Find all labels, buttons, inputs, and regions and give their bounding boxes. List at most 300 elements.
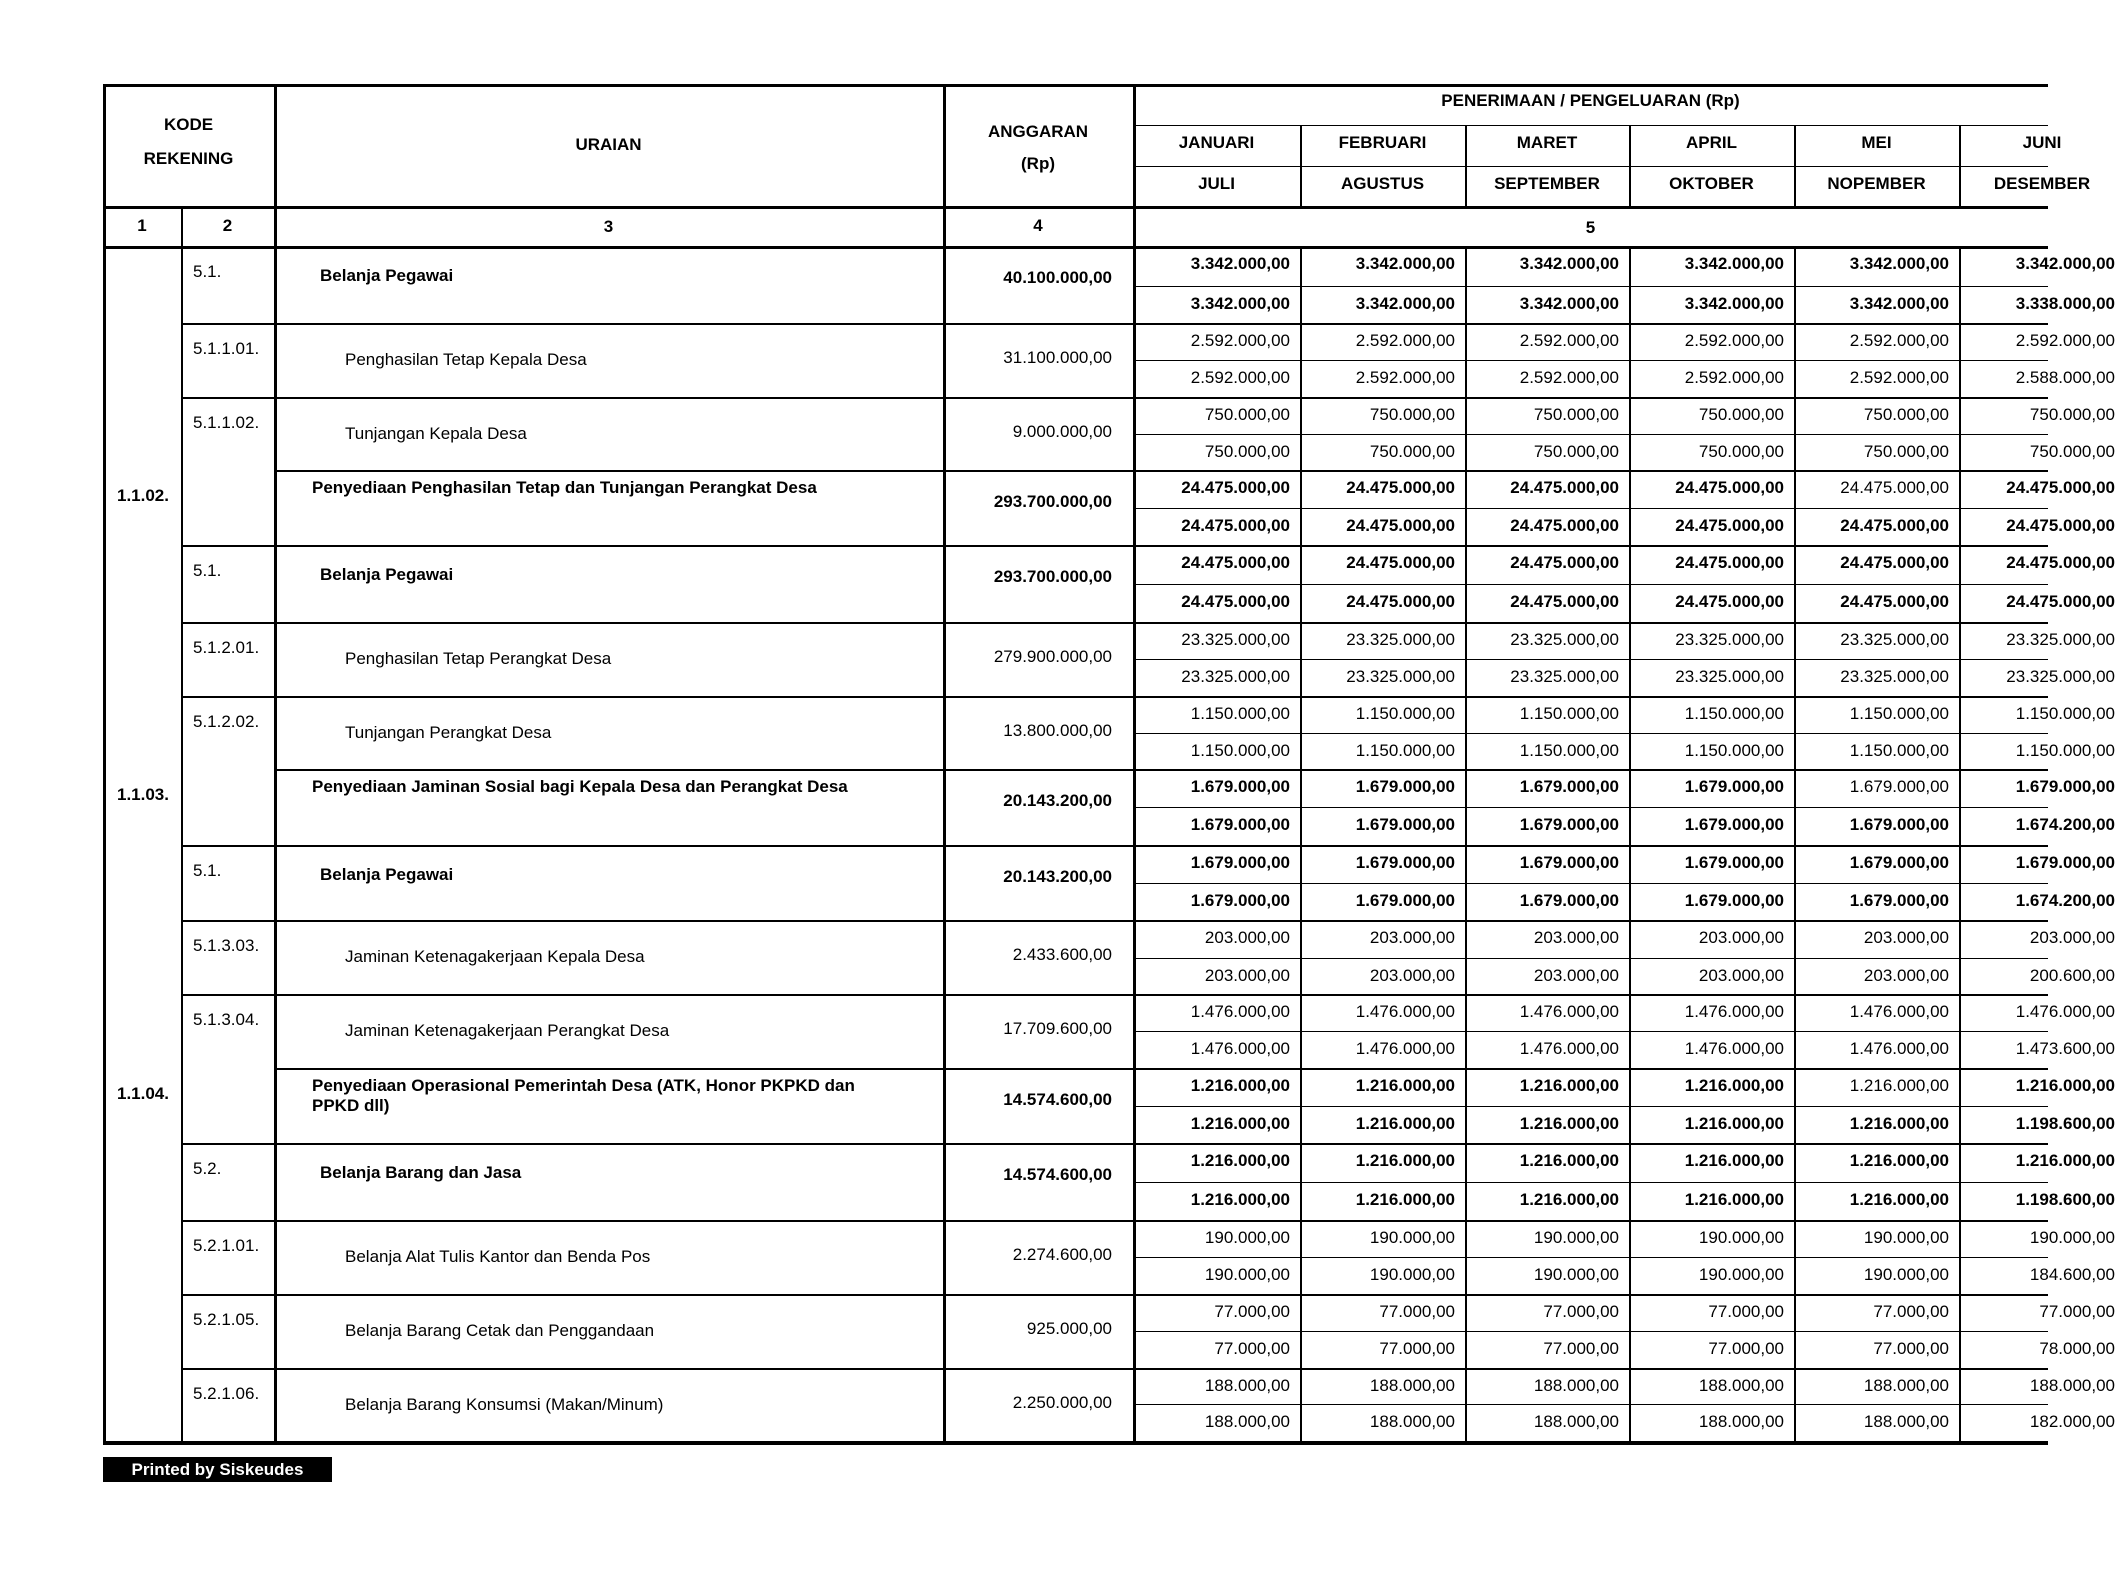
- month-value-row1: 23.325.000,00: [2006, 630, 2115, 649]
- month-value-row2: 1.674.200,00: [2015, 815, 2115, 834]
- month-col-divider-body: [1300, 246, 1302, 1441]
- row-separator: [181, 696, 2048, 698]
- month-label-juli: JULI: [1198, 174, 1235, 193]
- anggaran-value: 2.274.600,00: [1012, 1245, 1112, 1264]
- uraian-text: Penyediaan Operasional Pemerintah Desa (ATK, Honor PKPKD dan: [312, 1076, 855, 1095]
- kode-rekening: 5.1.: [193, 861, 222, 880]
- month-value-row1: 24.475.000,00: [1510, 553, 1619, 572]
- anggaran-value: 14.574.600,00: [1003, 1165, 1112, 1184]
- month-value-row2: 1.198.600,00: [2015, 1114, 2115, 1133]
- row-separator: [274, 470, 2048, 472]
- month-value-row2: 203.000,00: [1369, 966, 1455, 985]
- anggaran-value: 40.100.000,00: [1003, 268, 1112, 287]
- month-value-row1: 188.000,00: [1369, 1376, 1455, 1395]
- month-label-juni: JUNI: [2022, 133, 2062, 152]
- month-value-row2: 750.000,00: [1698, 442, 1784, 461]
- anggaran-value: 2.433.600,00: [1012, 945, 1112, 964]
- month-value-row1: 3.342.000,00: [2015, 254, 2115, 273]
- month-value-row2: 190.000,00: [1533, 1265, 1619, 1284]
- uraian-text: Penghasilan Tetap Perangkat Desa: [345, 649, 612, 668]
- month-value-row2: 190.000,00: [1369, 1265, 1455, 1284]
- anggaran-value: 293.700.000,00: [993, 567, 1112, 586]
- month-value-row2: 188.000,00: [1863, 1412, 1949, 1431]
- month-value-row1: 2.592.000,00: [2015, 331, 2115, 350]
- month-value-row2: 3.342.000,00: [1849, 294, 1949, 313]
- month-value-row1: 750.000,00: [1533, 405, 1619, 424]
- month-value-row1: 77.000,00: [1543, 1302, 1619, 1321]
- colnum-4: 4: [1033, 216, 1043, 235]
- month-value-row2: 3.342.000,00: [1190, 294, 1290, 313]
- uraian-text: Tunjangan Perangkat Desa: [345, 723, 552, 742]
- uraian-text: Belanja Pegawai: [320, 865, 454, 884]
- month-col-divider-body: [1465, 246, 1467, 1441]
- row-separator: [181, 1368, 2048, 1370]
- month-value-row2: 188.000,00: [1204, 1412, 1290, 1431]
- row-separator: [181, 397, 2048, 399]
- month-value-row2: 1.679.000,00: [1355, 891, 1455, 910]
- month-value-row1: 188.000,00: [1533, 1376, 1619, 1395]
- month-value-row1: 2.592.000,00: [1519, 331, 1619, 350]
- month-value-row1: 1.679.000,00: [1684, 777, 1784, 796]
- month-value-row1: 1.216.000,00: [1519, 1076, 1619, 1095]
- uraian-text: Belanja Barang Cetak dan Penggandaan: [345, 1321, 655, 1340]
- month-value-row1: 1.679.000,00: [1849, 853, 1949, 872]
- month-value-row2: 1.679.000,00: [1684, 815, 1784, 834]
- month-value-row2: 1.150.000,00: [1519, 741, 1619, 760]
- month-value-row1: 1.679.000,00: [2015, 777, 2115, 796]
- month-value-row1: 1.476.000,00: [2015, 1002, 2115, 1021]
- kode-rekening: 5.1.3.04.: [193, 1010, 260, 1029]
- month-row-split: [1133, 1331, 2048, 1332]
- month-col-divider-body: [1629, 246, 1631, 1441]
- month-value-row2: 3.342.000,00: [1684, 294, 1784, 313]
- row-separator: [181, 1220, 2048, 1222]
- colnum-2: 2: [222, 216, 233, 235]
- month-value-row1: 23.325.000,00: [1346, 630, 1455, 649]
- month-value-row1: 188.000,00: [1204, 1376, 1290, 1395]
- month-value-row2: 1.216.000,00: [1519, 1190, 1619, 1209]
- month-value-row1: 1.216.000,00: [1190, 1076, 1290, 1095]
- anggaran-value: 293.700.000,00: [993, 492, 1112, 511]
- month-row-split: [1133, 1257, 2048, 1258]
- month-row-split: [1133, 733, 2048, 734]
- month-value-row1: 24.475.000,00: [2006, 553, 2115, 572]
- month-value-row2: 24.475.000,00: [1510, 592, 1619, 611]
- colnum-5: 5: [1585, 218, 1596, 237]
- month-value-row1: 203.000,00: [2029, 928, 2115, 947]
- month-value-row2: 203.000,00: [1863, 966, 1949, 985]
- month-value-row2: 2.588.000,00: [2015, 368, 2115, 387]
- month-value-row1: 24.475.000,00: [1181, 478, 1290, 497]
- month-value-row1: 203.000,00: [1698, 928, 1784, 947]
- month-col-divider-body: [1959, 246, 1961, 1441]
- month-value-row2: 24.475.000,00: [1181, 592, 1290, 611]
- month-row-split: [1133, 807, 2048, 808]
- month-value-row2: 77.000,00: [1873, 1339, 1949, 1358]
- month-value-row1: 1.679.000,00: [1684, 853, 1784, 872]
- anggaran-label: ANGGARAN: [987, 122, 1089, 141]
- month-row-split: [1133, 1182, 2048, 1183]
- month-value-row2: 23.325.000,00: [1840, 667, 1949, 686]
- month-value-row1: 190.000,00: [1698, 1228, 1784, 1247]
- month-value-row2: 1.679.000,00: [1355, 815, 1455, 834]
- month-value-row2: 24.475.000,00: [1840, 516, 1949, 535]
- month-value-row2: 203.000,00: [1533, 966, 1619, 985]
- month-value-row2: 1.679.000,00: [1190, 815, 1290, 834]
- header-bottom-border: [103, 206, 2048, 209]
- month-value-row2: 23.325.000,00: [1510, 667, 1619, 686]
- month-value-row2: 24.475.000,00: [1346, 516, 1455, 535]
- month-value-row1: 1.216.000,00: [2015, 1076, 2115, 1095]
- month-value-row1: 190.000,00: [2029, 1228, 2115, 1247]
- month-value-row2: 2.592.000,00: [1355, 368, 1455, 387]
- month-value-row1: 24.475.000,00: [1346, 553, 1455, 572]
- kode-rekening: 5.2.1.01.: [193, 1236, 260, 1255]
- month-value-row2: 77.000,00: [1214, 1339, 1290, 1358]
- month-value-row2: 1.679.000,00: [1849, 815, 1949, 834]
- month-value-row1: 23.325.000,00: [1840, 630, 1949, 649]
- header-month-divider: [1133, 166, 2048, 167]
- kode-rekening: 5.1.2.02.: [193, 712, 260, 731]
- month-value-row2: 750.000,00: [1204, 442, 1290, 461]
- anggaran-value: 14.574.600,00: [1003, 1090, 1112, 1109]
- kode-rekening: 5.1.: [193, 262, 222, 281]
- month-label-maret: MARET: [1516, 133, 1578, 152]
- month-value-row1: 1.679.000,00: [1849, 777, 1949, 796]
- month-value-row2: 184.600,00: [2029, 1265, 2115, 1284]
- header-group-divider: [1133, 125, 2048, 126]
- month-value-row1: 2.592.000,00: [1849, 331, 1949, 350]
- month-value-row1: 1.476.000,00: [1355, 1002, 1455, 1021]
- month-value-row2: 2.592.000,00: [1684, 368, 1784, 387]
- colnum-3: 3: [603, 217, 614, 236]
- month-value-row1: 750.000,00: [2029, 405, 2115, 424]
- month-value-row1: 1.216.000,00: [1684, 1151, 1784, 1170]
- month-label-oktober: OKTOBER: [1669, 174, 1754, 193]
- month-value-row1: 750.000,00: [1698, 405, 1784, 424]
- month-row-split: [1133, 883, 2048, 884]
- month-value-row1: 1.679.000,00: [1355, 853, 1455, 872]
- anggaran-value: 279.900.000,00: [993, 647, 1112, 666]
- table-top-border: [103, 84, 2048, 87]
- month-value-row1: 1.216.000,00: [2015, 1151, 2115, 1170]
- colnum-bottom-border: [103, 246, 2048, 249]
- kode-kegiatan: 1.1.04.: [117, 1084, 169, 1103]
- kode-label: KODE: [163, 115, 214, 134]
- month-value-row2: 77.000,00: [1708, 1339, 1784, 1358]
- month-value-row1: 1.679.000,00: [1519, 777, 1619, 796]
- month-value-row2: 1.476.000,00: [1190, 1039, 1290, 1058]
- row-separator: [181, 622, 2048, 624]
- month-value-row1: 24.475.000,00: [2006, 478, 2115, 497]
- month-value-row2: 23.325.000,00: [1181, 667, 1290, 686]
- month-value-row2: 188.000,00: [1369, 1412, 1455, 1431]
- month-value-row1: 2.592.000,00: [1684, 331, 1784, 350]
- anggaran-value: 13.800.000,00: [1003, 721, 1112, 740]
- anggaran-value: 31.100.000,00: [1003, 348, 1112, 367]
- month-value-row1: 203.000,00: [1369, 928, 1455, 947]
- month-value-row2: 23.325.000,00: [1346, 667, 1455, 686]
- month-value-row2: 3.342.000,00: [1355, 294, 1455, 313]
- month-value-row2: 3.338.000,00: [2015, 294, 2115, 313]
- month-value-row2: 1.216.000,00: [1190, 1114, 1290, 1133]
- row-separator: [274, 769, 2048, 771]
- month-value-row1: 190.000,00: [1369, 1228, 1455, 1247]
- uraian-text: Jaminan Ketenagakerjaan Kepala Desa: [345, 947, 645, 966]
- month-value-row1: 24.475.000,00: [1346, 478, 1455, 497]
- month-value-row2: 188.000,00: [1698, 1412, 1784, 1431]
- month-label-nopember: NOPEMBER: [1827, 174, 1926, 193]
- month-col-divider-body: [1794, 246, 1796, 1441]
- month-label-desember: DESEMBER: [1993, 174, 2091, 193]
- row-separator: [181, 323, 2048, 325]
- kode-rekening: 5.1.1.01.: [193, 339, 260, 358]
- month-row-split: [1133, 659, 2048, 660]
- month-value-row1: 1.150.000,00: [1355, 704, 1455, 723]
- row-separator: [181, 1143, 2048, 1145]
- month-value-row1: 190.000,00: [1533, 1228, 1619, 1247]
- month-value-row1: 77.000,00: [1214, 1302, 1290, 1321]
- month-value-row2: 750.000,00: [1533, 442, 1619, 461]
- month-value-row1: 77.000,00: [1379, 1302, 1455, 1321]
- month-value-row2: 1.150.000,00: [1684, 741, 1784, 760]
- month-label-april: APRIL: [1686, 133, 1737, 152]
- uraian-text: Penyediaan Penghasilan Tetap dan Tunjangan Perangkat Desa: [312, 478, 817, 497]
- anggaran-value: 9.000.000,00: [1012, 422, 1112, 441]
- uraian-left-border: [274, 84, 277, 1441]
- month-value-row2: 1.679.000,00: [1849, 891, 1949, 910]
- anggaran-value: 20.143.200,00: [1003, 867, 1112, 886]
- month-value-row1: 24.475.000,00: [1181, 553, 1290, 572]
- month-value-row1: 750.000,00: [1204, 405, 1290, 424]
- month-value-row1: 3.342.000,00: [1684, 254, 1784, 273]
- row-separator: [181, 545, 2048, 547]
- month-value-row1: 190.000,00: [1863, 1228, 1949, 1247]
- penerimaan-pengeluaran-title: PENERIMAAN / PENGELUARAN (Rp): [1441, 91, 1740, 110]
- kode-rekening: 5.2.1.06.: [193, 1384, 260, 1403]
- month-row-split: [1133, 508, 2048, 509]
- month-value-row1: 1.216.000,00: [1355, 1076, 1455, 1095]
- month-value-row2: 23.325.000,00: [2006, 667, 2115, 686]
- month-value-row2: 2.592.000,00: [1519, 368, 1619, 387]
- month-value-row2: 23.325.000,00: [1675, 667, 1784, 686]
- month-value-row2: 24.475.000,00: [2006, 516, 2115, 535]
- month-value-row2: 1.216.000,00: [1190, 1190, 1290, 1209]
- month-row-split: [1133, 584, 2048, 585]
- month-value-row2: 750.000,00: [1863, 442, 1949, 461]
- month-value-row1: 24.475.000,00: [1510, 478, 1619, 497]
- month-value-row2: 1.216.000,00: [1355, 1190, 1455, 1209]
- month-value-row2: 1.476.000,00: [1519, 1039, 1619, 1058]
- month-value-row1: 190.000,00: [1204, 1228, 1290, 1247]
- month-value-row1: 1.150.000,00: [1684, 704, 1784, 723]
- row-separator: [181, 994, 2048, 996]
- month-label-agustus: AGUSTUS: [1340, 174, 1425, 193]
- month-value-row2: 1.679.000,00: [1190, 891, 1290, 910]
- month-value-row1: 203.000,00: [1204, 928, 1290, 947]
- month-value-row1: 1.150.000,00: [1190, 704, 1290, 723]
- month-value-row1: 1.679.000,00: [1190, 777, 1290, 796]
- month-value-row1: 1.476.000,00: [1684, 1002, 1784, 1021]
- anggaran-value: 925.000,00: [1026, 1319, 1112, 1338]
- table-bottom-border-double: [103, 1444, 2048, 1445]
- month-value-row2: 750.000,00: [2029, 442, 2115, 461]
- month-value-row2: 1.476.000,00: [1355, 1039, 1455, 1058]
- month-value-row1: 77.000,00: [2039, 1302, 2115, 1321]
- anggaran-value: 17.709.600,00: [1003, 1019, 1112, 1038]
- month-value-row1: 1.150.000,00: [1849, 704, 1949, 723]
- anggaran-value: 2.250.000,00: [1012, 1393, 1112, 1412]
- uraian-text: Penyediaan Jaminan Sosial bagi Kepala Desa dan Perangkat Desa: [312, 777, 848, 796]
- month-value-row2: 77.000,00: [1543, 1339, 1619, 1358]
- month-label-januari: JANUARI: [1178, 133, 1255, 152]
- month-value-row2: 24.475.000,00: [1346, 592, 1455, 611]
- month-value-row1: 1.476.000,00: [1190, 1002, 1290, 1021]
- month-value-row1: 3.342.000,00: [1849, 254, 1949, 273]
- month-value-row1: 1.216.000,00: [1849, 1151, 1949, 1170]
- month-value-row1: 1.216.000,00: [1684, 1076, 1784, 1095]
- uraian-text: Belanja Pegawai: [320, 266, 454, 285]
- uraian-text-cont: PPKD dll): [312, 1096, 390, 1115]
- month-row-split: [1133, 1031, 2048, 1032]
- month-value-row1: 23.325.000,00: [1675, 630, 1784, 649]
- month-value-row2: 77.000,00: [1379, 1339, 1455, 1358]
- month-value-row1: 1.679.000,00: [2015, 853, 2115, 872]
- row-separator: [181, 1294, 2048, 1296]
- uraian-text: Belanja Alat Tulis Kantor dan Benda Pos: [345, 1247, 651, 1266]
- month-row-split: [1133, 360, 2048, 361]
- row-separator: [181, 920, 2048, 922]
- month-row-split: [1133, 1106, 2048, 1107]
- month-value-row2: 190.000,00: [1698, 1265, 1784, 1284]
- month-value-row2: 1.216.000,00: [1849, 1190, 1949, 1209]
- month-value-row1: 1.476.000,00: [1519, 1002, 1619, 1021]
- uraian-text: Penghasilan Tetap Kepala Desa: [345, 350, 587, 369]
- month-label-februari: FEBRUARI: [1338, 133, 1427, 152]
- month-value-row2: 24.475.000,00: [1840, 592, 1949, 611]
- month-value-row2: 1.150.000,00: [1849, 741, 1949, 760]
- month-value-row2: 1.674.200,00: [2015, 891, 2115, 910]
- month-value-row1: 77.000,00: [1708, 1302, 1784, 1321]
- month-row-split: [1133, 286, 2048, 287]
- month-value-row2: 78.000,00: [2039, 1339, 2115, 1358]
- month-label-mei: MEI: [1861, 133, 1892, 152]
- col2-divider-body: [181, 246, 183, 1441]
- month-value-row2: 24.475.000,00: [1510, 516, 1619, 535]
- month-value-row2: 1.216.000,00: [1519, 1114, 1619, 1133]
- month-value-row1: 24.475.000,00: [1840, 478, 1949, 497]
- month-value-row2: 1.679.000,00: [1519, 815, 1619, 834]
- month-value-row1: 1.679.000,00: [1190, 853, 1290, 872]
- month-value-row1: 1.216.000,00: [1849, 1076, 1949, 1095]
- month-value-row1: 24.475.000,00: [1840, 553, 1949, 572]
- month-row-split: [1133, 958, 2048, 959]
- month-value-row2: 24.475.000,00: [1181, 516, 1290, 535]
- month-value-row2: 1.679.000,00: [1519, 891, 1619, 910]
- month-value-row1: 203.000,00: [1533, 928, 1619, 947]
- colnum-1: 1: [137, 216, 147, 235]
- month-value-row2: 24.475.000,00: [2006, 592, 2115, 611]
- month-value-row2: 1.679.000,00: [1684, 891, 1784, 910]
- month-value-row2: 190.000,00: [1204, 1265, 1290, 1284]
- kode-rekening: 5.1.2.01.: [193, 638, 260, 657]
- kode-kegiatan: 1.1.02.: [117, 486, 169, 505]
- kode-rekening: 5.2.1.05.: [193, 1310, 260, 1329]
- rekening-label: REKENING: [143, 149, 234, 168]
- month-value-row2: 1.216.000,00: [1355, 1114, 1455, 1133]
- month-value-row1: 1.679.000,00: [1355, 777, 1455, 796]
- kode-rekening: 5.1.3.03.: [193, 936, 260, 955]
- month-row-split: [1133, 434, 2048, 435]
- month-value-row2: 1.150.000,00: [1355, 741, 1455, 760]
- anggaran-unit-label: (Rp): [1021, 154, 1055, 173]
- uraian-text: Belanja Pegawai: [320, 565, 454, 584]
- month-value-row2: 1.216.000,00: [1849, 1114, 1949, 1133]
- month-value-row2: 203.000,00: [1204, 966, 1290, 985]
- month-value-row1: 1.150.000,00: [1519, 704, 1619, 723]
- row-separator: [181, 845, 2048, 847]
- kode-rekening: 5.2.: [193, 1159, 222, 1178]
- month-value-row1: 24.475.000,00: [1675, 478, 1784, 497]
- month-value-row2: 1.476.000,00: [1849, 1039, 1949, 1058]
- month-value-row2: 24.475.000,00: [1675, 516, 1784, 535]
- month-value-row1: 750.000,00: [1369, 405, 1455, 424]
- kode-kegiatan: 1.1.03.: [117, 785, 169, 804]
- month-value-row1: 2.592.000,00: [1190, 331, 1290, 350]
- month-value-row1: 1.679.000,00: [1519, 853, 1619, 872]
- uraian-label: URAIAN: [575, 135, 642, 154]
- row-separator: [274, 1068, 2048, 1070]
- month-value-row2: 1.150.000,00: [1190, 741, 1290, 760]
- month-value-row1: 750.000,00: [1863, 405, 1949, 424]
- left-border: [103, 84, 106, 1445]
- month-value-row2: 2.592.000,00: [1190, 368, 1290, 387]
- month-value-row1: 3.342.000,00: [1355, 254, 1455, 273]
- month-value-row1: 1.216.000,00: [1355, 1151, 1455, 1170]
- month-value-row1: 3.342.000,00: [1519, 254, 1619, 273]
- month-value-row1: 2.592.000,00: [1355, 331, 1455, 350]
- month-value-row2: 1.198.600,00: [2015, 1190, 2115, 1209]
- printed-by-label: Printed by Siskeudes: [103, 1457, 332, 1482]
- month-value-row1: 188.000,00: [2029, 1376, 2115, 1395]
- kode-rekening: 5.1.: [193, 561, 222, 580]
- month-value-row2: 200.600,00: [2029, 966, 2115, 985]
- month-value-row1: 3.342.000,00: [1190, 254, 1290, 273]
- month-value-row1: 188.000,00: [1863, 1376, 1949, 1395]
- month-value-row1: 1.150.000,00: [2015, 704, 2115, 723]
- anggaran-value: 20.143.200,00: [1003, 791, 1112, 810]
- month-value-row2: 1.216.000,00: [1684, 1114, 1784, 1133]
- month-value-row2: 750.000,00: [1369, 442, 1455, 461]
- month-value-row1: 24.475.000,00: [1675, 553, 1784, 572]
- month-value-row1: 188.000,00: [1698, 1376, 1784, 1395]
- uraian-text: Belanja Barang dan Jasa: [320, 1163, 522, 1182]
- month-value-row1: 23.325.000,00: [1510, 630, 1619, 649]
- month-value-row1: 1.216.000,00: [1519, 1151, 1619, 1170]
- month-value-row2: 1.216.000,00: [1684, 1190, 1784, 1209]
- uraian-text: Belanja Barang Konsumsi (Makan/Minum): [345, 1395, 664, 1414]
- month-value-row2: 182.000,00: [2029, 1412, 2115, 1431]
- month-value-row1: 203.000,00: [1863, 928, 1949, 947]
- month-value-row2: 203.000,00: [1698, 966, 1784, 985]
- month-value-row2: 1.476.000,00: [1684, 1039, 1784, 1058]
- month-value-row2: 24.475.000,00: [1675, 592, 1784, 611]
- month-value-row2: 1.473.600,00: [2015, 1039, 2115, 1058]
- month-value-row1: 1.476.000,00: [1849, 1002, 1949, 1021]
- uraian-text: Jaminan Ketenagakerjaan Perangkat Desa: [345, 1021, 670, 1040]
- month-value-row2: 190.000,00: [1863, 1265, 1949, 1284]
- month-label-september: SEPTEMBER: [1494, 174, 1600, 193]
